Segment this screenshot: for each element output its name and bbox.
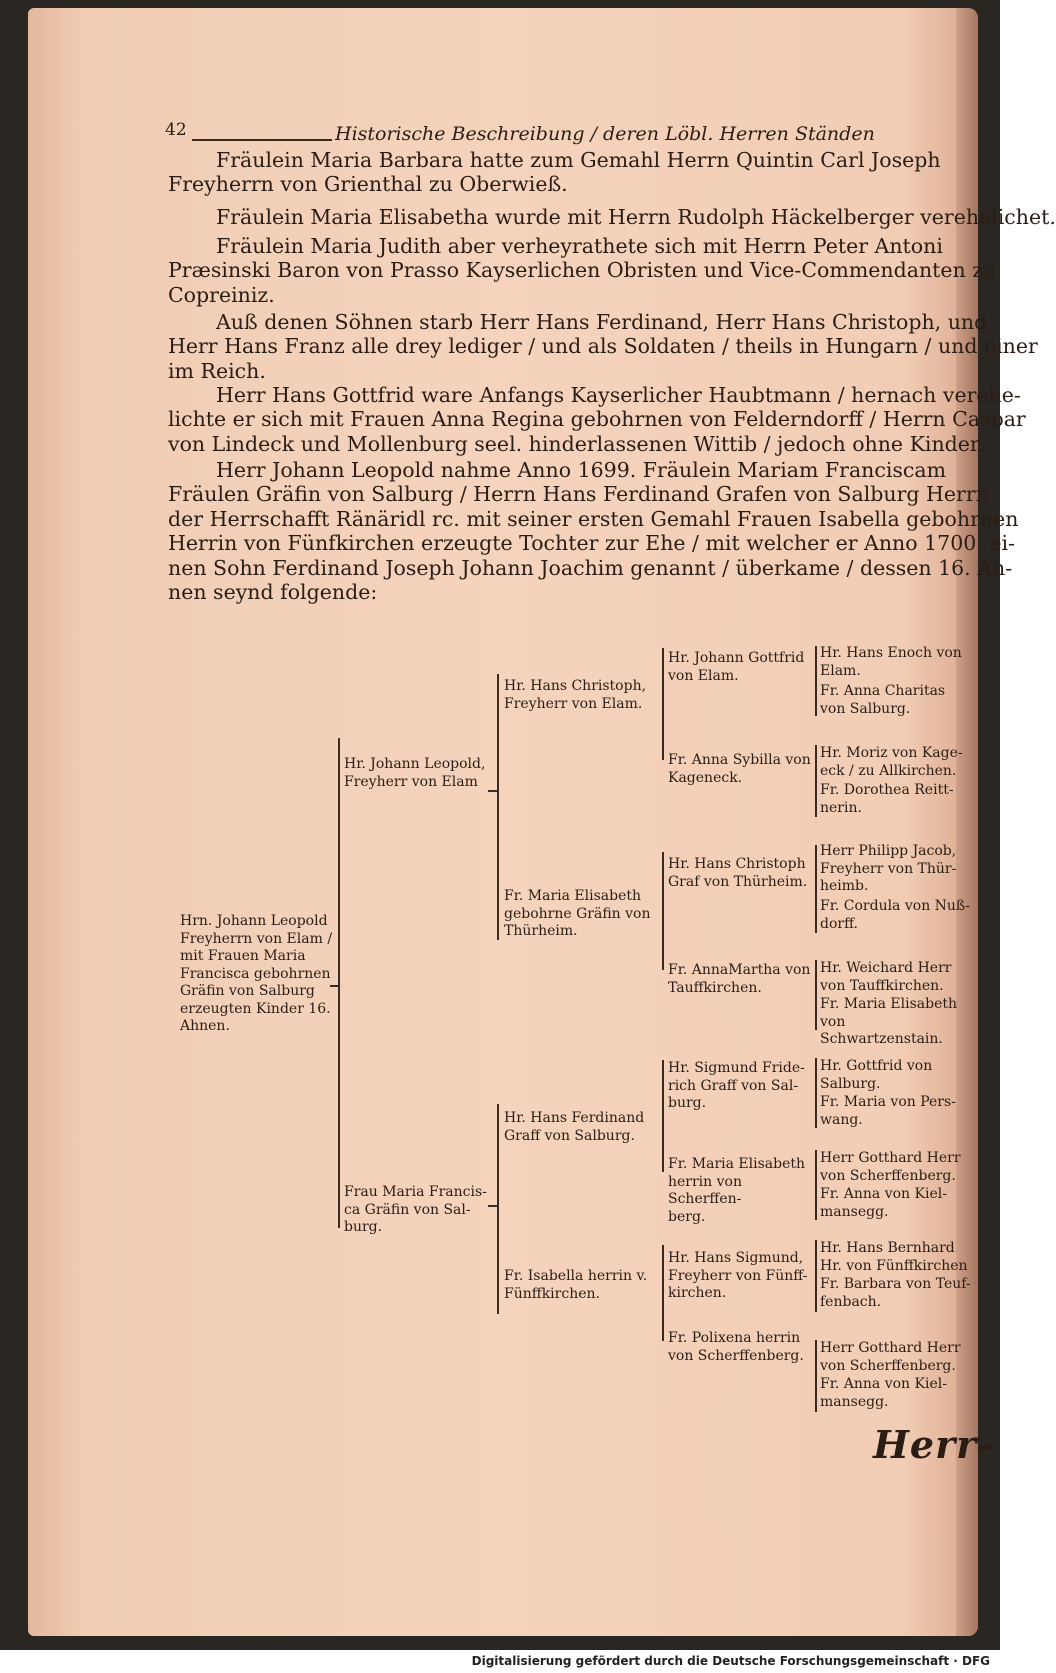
tree-g3-ancestor: Fr. Maria von Pers- wang. bbox=[820, 1094, 956, 1128]
text-line: lichte er sich mit Frauen Anna Regina gebohrnen von Felderndorff / Herrn Caspar bbox=[168, 407, 1026, 432]
bracket-ggp-8 bbox=[815, 1340, 817, 1412]
text-line: Herr Hans Gottfrid ware Anfangs Kayserlicher Haubtmann / hernach verehe- bbox=[216, 383, 1021, 407]
text-line: von Lindeck und Mollenburg seel. hinderlassenen Wittib / jedoch ohne Kinder. bbox=[168, 431, 984, 456]
tree-g3-ancestor: Herr Philipp Jacob, Freyherr von Thür- heimb. bbox=[820, 843, 957, 894]
text-line: Herrin von Fünfkirchen erzeugte Tochter zur Ehe / mit welcher er Anno 1700. ei- bbox=[168, 531, 1015, 556]
bracket-gp-1 bbox=[662, 648, 664, 760]
tree-great-grandparent: Hr. Hans Christoph Graf von Thürheim. bbox=[668, 856, 808, 890]
text-line: Præsinski Baron von Prasso Kayserlichen Obristen und Vice-Commendanten zu bbox=[168, 258, 997, 283]
paragraph-4 bbox=[168, 310, 1038, 383]
header-rule bbox=[192, 139, 332, 141]
tree-g3-ancestor: Herr Gotthard Herr von Scherffenberg. bbox=[820, 1340, 961, 1374]
paragraph-3 bbox=[168, 234, 997, 307]
tree-grandparent: Fr. Maria Elisabeth gebohrne Gräfin von Thürheim. bbox=[504, 888, 651, 939]
text-line: Copreiniz. bbox=[168, 282, 275, 307]
footer-bar bbox=[0, 1650, 1000, 1673]
tree-g3-ancestor: Fr. Dorothea Reitt- nerin. bbox=[820, 782, 954, 816]
tree-great-grandparent: Hr. Sigmund Fride- rich Graff von Sal- burg. bbox=[668, 1060, 805, 1111]
catchword: Herr- bbox=[873, 1422, 994, 1467]
tree-great-grandparent: Fr. AnnaMartha von Tauffkirchen. bbox=[668, 962, 811, 996]
tree-parent: Frau Maria Francis- ca Gräfin von Sal- burg. bbox=[344, 1184, 487, 1235]
bracket-root bbox=[338, 738, 340, 1228]
tree-g3-ancestor: Fr. Anna von Kiel- mansegg. bbox=[820, 1186, 947, 1220]
text-line: nen seynd folgende: bbox=[168, 580, 378, 605]
text-line: im Reich. bbox=[168, 358, 266, 383]
tree-g3-ancestor: Fr. Anna Charitas von Salburg. bbox=[820, 683, 946, 717]
text-line: der Herrschafft Ränäridl rc. mit seiner ersten Gemahl Frauen Isabella gebohrnen bbox=[168, 506, 1019, 531]
tree-grandparent: Fr. Isabella herrin v. Fünffkirchen. bbox=[504, 1268, 648, 1302]
tree-g3-ancestor: Hr. Weichard Herr von Tauffkirchen. bbox=[820, 960, 952, 994]
text-line: Fräulen Gräfin von Salburg / Herrn Hans Ferdinand Grafen von Salburg Herrn bbox=[168, 482, 989, 507]
text-line: nen Sohn Ferdinand Joseph Johann Joachim genannt / überkame / dessen 16. Ah- bbox=[168, 555, 1013, 580]
text-line: Freyherrn von Grienthal zu Oberwieß. bbox=[168, 172, 568, 197]
tree-g3-ancestor: Hr. Hans Bernhard Hr. von Fünffkirchen bbox=[820, 1240, 968, 1274]
bracket-ggp-7 bbox=[815, 1240, 817, 1312]
running-title: Historische Beschreibung / deren Löbl. Herren Ständen bbox=[335, 123, 875, 145]
tree-great-grandparent: Hr. Hans Sigmund, Freyherr von Fünff- kirchen. bbox=[668, 1250, 808, 1301]
paragraph-5 bbox=[168, 383, 1026, 456]
bracket-gp-3 bbox=[662, 1060, 664, 1172]
tree-g3-ancestor: Hr. Moriz von Kage- eck / zu Allkirchen. bbox=[820, 745, 963, 779]
paragraph-6 bbox=[168, 458, 1019, 605]
text-line: Fräulein Maria Judith aber verheyrathete sich mit Herrn Peter Antoni bbox=[216, 234, 943, 258]
tree-g3-ancestor: Fr. Cordula von Nuß- dorff. bbox=[820, 898, 971, 932]
bracket-gp-4 bbox=[662, 1245, 664, 1341]
page-number: 42 bbox=[165, 120, 187, 140]
tree-parent: Hr. Johann Leopold, Freyherr von Elam bbox=[344, 756, 486, 790]
tree-great-grandparent: Hr. Johann Gottfrid von Elam. bbox=[668, 650, 805, 684]
tree-g3-ancestor: Fr. Barbara von Teuf- fenbach. bbox=[820, 1276, 971, 1310]
bracket-parent-1 bbox=[497, 674, 499, 940]
footer-credit: Digitalisierung gefördert durch die Deutsche Forschungsgemeinschaft · DFG bbox=[471, 1654, 990, 1668]
tree-g3-ancestor: Fr. Anna von Kiel- mansegg. bbox=[820, 1376, 947, 1410]
bracket-ggp-1 bbox=[815, 646, 817, 716]
bracket-parent-2 bbox=[497, 1104, 499, 1314]
bracket-ggp-5 bbox=[815, 1058, 817, 1128]
tree-g3-ancestor: Hr. Gottfrid von Salburg. bbox=[820, 1058, 933, 1092]
tree-g3-ancestor: Herr Gotthard Herr von Scherffenberg. bbox=[820, 1150, 961, 1184]
bracket-ggp-4 bbox=[815, 960, 817, 1030]
paragraph-1 bbox=[168, 148, 968, 197]
bracket-gp-2 bbox=[662, 852, 664, 970]
bracket-ggp-2 bbox=[815, 745, 817, 817]
tree-grandparent: Hr. Hans Christoph, Freyherr von Elam. bbox=[504, 678, 647, 712]
text-line: Herr Johann Leopold nahme Anno 1699. Fräulein Mariam Franciscam bbox=[216, 458, 947, 482]
text-line: Fräulein Maria Elisabetha wurde mit Herrn Rudolph Häckelberger verehelichet. bbox=[216, 205, 1056, 229]
bracket-ggp-6 bbox=[815, 1150, 817, 1220]
text-line: Auß denen Söhnen starb Herr Hans Ferdinand, Herr Hans Christoph, und bbox=[216, 310, 988, 334]
paragraph-2 bbox=[168, 205, 1056, 229]
tree-great-grandparent: Fr. Maria Elisabeth herrin von Scherffen- berg. bbox=[668, 1156, 806, 1225]
tree-grandparent: Hr. Hans Ferdinand Graff von Salburg. bbox=[504, 1110, 645, 1144]
tree-g3-ancestor: Hr. Hans Enoch von Elam. bbox=[820, 645, 962, 679]
tree-g3-ancestor: Fr. Maria Elisabeth von Schwartzenstain. bbox=[820, 996, 958, 1047]
text-line: Fräulein Maria Barbara hatte zum Gemahl Herrn Quintin Carl Joseph bbox=[216, 148, 941, 172]
bracket-ggp-3 bbox=[815, 845, 817, 933]
tree-root: Hrn. Johann Leopold Freyherrn von Elam / mit Frauen Maria Francisca gebohrnen Gräfin von Salburg erzeugten Kinder 16. Ahnen. bbox=[180, 913, 333, 1034]
tree-great-grandparent: Fr. Anna Sybilla von Kageneck. bbox=[668, 752, 811, 786]
tree-great-grandparent: Fr. Polixena herrin von Scherffenberg. bbox=[668, 1330, 804, 1364]
text-line: Herr Hans Franz alle drey lediger / und als Soldaten / theils in Hungarn / und einer bbox=[168, 334, 1038, 359]
